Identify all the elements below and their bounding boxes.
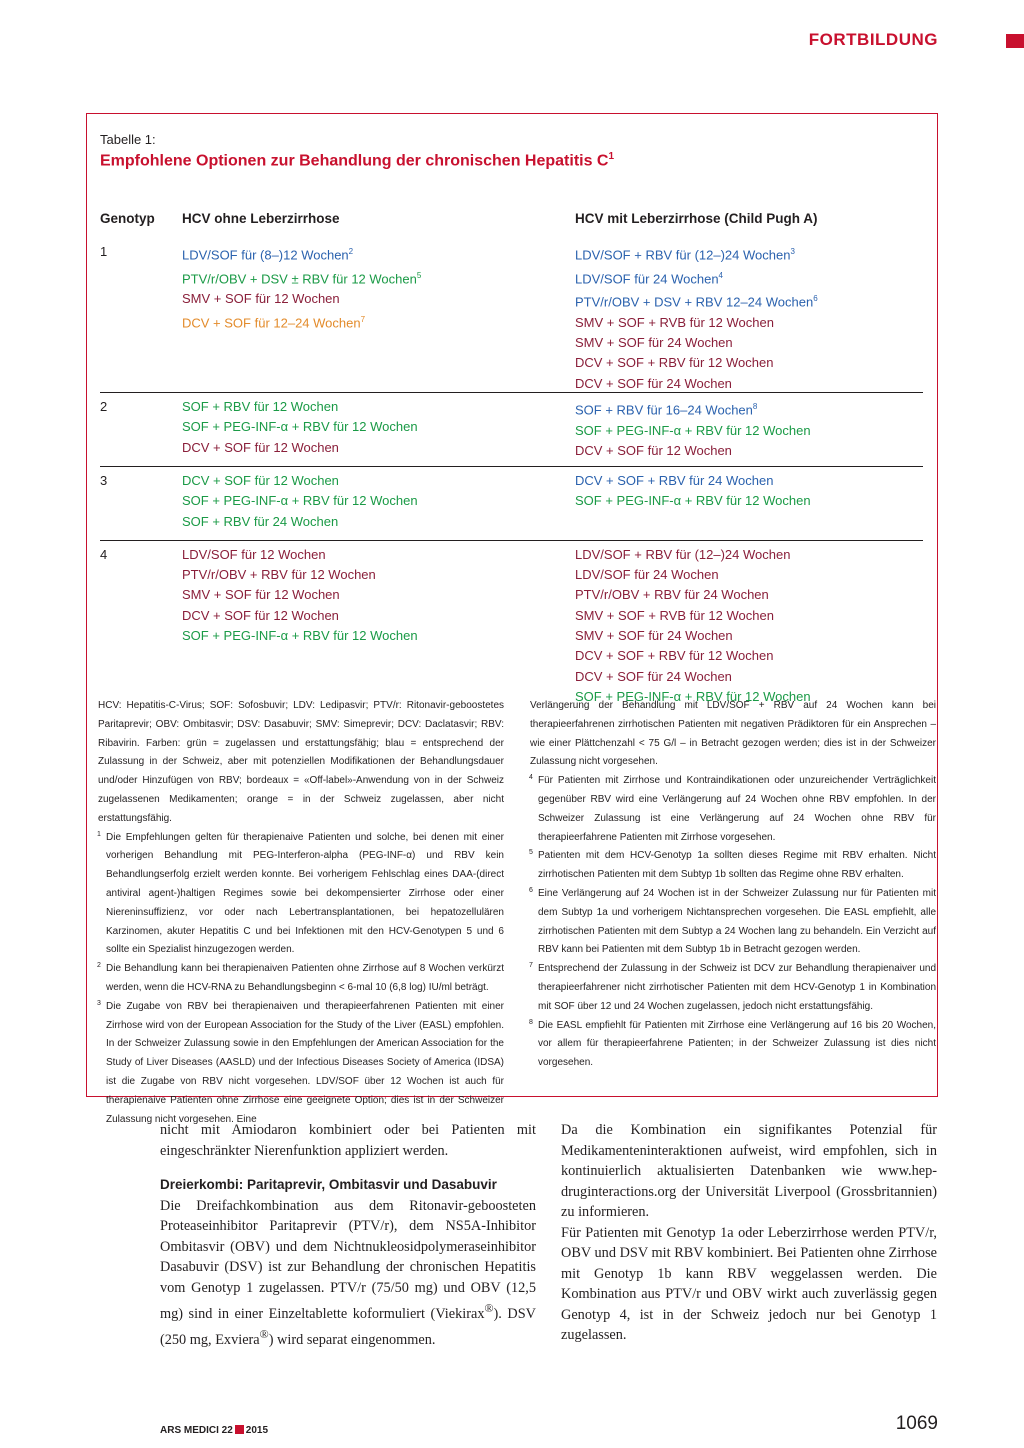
table-row (100, 238, 923, 393)
treatment-option: LDV/SOF + RBV für (12–)24 Wochen (575, 546, 791, 562)
section-title: FORTBILDUNG (808, 30, 938, 49)
body-column-left (160, 1120, 536, 1351)
footnote-continuation: Verlängerung der Behandlung mit LDV/SOF + RBV auf 24 Wochen kann bei therapieerfahrenen zirrhotischen Patienten mit negativen Prädiktoren für ein Ansprechen – wie einer Plättchenzahl < 75 G/l – in Betracht gezogen werden; dies ist in der Schweizer Zulassung nicht vorgesehen. (530, 700, 936, 768)
treatment-option: LDV/SOF + RBV für (12–)24 Wochen$^3$ (575, 247, 795, 263)
treatment-option: DCV + SOF für 12 Wochen (182, 607, 339, 623)
options-with-cirrhosis (575, 397, 811, 461)
treatment-option: DCV + SOF + RBV für 12 Wochen (575, 355, 774, 371)
treatment-option: SOF + RBV für 24 Wochen (182, 513, 339, 529)
treatment-option: SOF + RBV für 12 Wochen (182, 399, 339, 415)
table-label: Tabelle 1: (100, 132, 156, 147)
body-paragraph: Da die Kombination ein signifikantes Potenzial für Medikamenteninteraktionen aufweist, wird empfohlen, sich in kontinuierlich aktualisierten Datenbanken wie www.hep-druginteractions.org der Universität Liverpool (Grossbritannien) zu informieren. (561, 1122, 937, 1220)
treatment-option: SOF + PEG-INF-α + RBV für 12 Wochen (575, 422, 811, 438)
treatment-option: LDV/SOF für 12 Wochen (182, 546, 326, 562)
table-notes-left (98, 697, 504, 1129)
treatment-option: SMV + SOF für 12 Wochen (182, 291, 340, 307)
footnote: 5 Patienten mit dem HCV-Genotyp 1a sollten dieses Regime mit RBV erhalten. Nicht zirrhotischen Patienten mit dem Subtyp 1b sollten das Regime ohne RBV erhalten. (529, 849, 936, 881)
genotype-cell: 4 (100, 546, 108, 562)
treatment-option: SOF + PEG-INF-α + RBV für 12 Wochen (575, 688, 811, 704)
table-title: Empfohlene Optionen zur Behandlung der chronischen Hepatitis $C^1$ (100, 151, 615, 170)
body-column-right (561, 1120, 937, 1346)
section-marker (1006, 34, 1024, 48)
footer-journal: ARS MEDICI 22 2015 (160, 1425, 269, 1436)
options-without-cirrhosis (182, 397, 418, 458)
treatment-option: DCV + SOF für 12 Wochen (575, 443, 732, 459)
table-row (100, 393, 923, 467)
footnote: 4 Für Patienten mit Zirrhose und Kontraindikationen oder unzureichender Verträglichkeit gegenüber RBV wird eine Verlängerung auf 24 Wochen ohne RBV empfohlen. In der Schweizer Zulassung ist eine Verlängerung auf 24 Wochen ohne RBV für therapieerfahrene Patienten mit Zirrhose vorgesehen. (529, 774, 936, 843)
treatment-option: DCV + SOF für 24 Wochen (575, 668, 732, 684)
options-with-cirrhosis (575, 545, 811, 707)
treatment-option: PTV/r/OBV + RBV für 24 Wochen (575, 587, 769, 603)
options-with-cirrhosis (575, 242, 818, 394)
section-heading: Dreierkombi: Paritaprevir, Ombitasvir und Dasabuvir (160, 1177, 497, 1192)
footnote: 7 Entsprechend der Zulassung in der Schweiz ist DCV zur Behandlung therapienaiver und therapieerfahrener nicht zirrhotischer Patienten mit dem HCV-Genotyp 1 in Kombination mit SOF über 12 und 24 Wochen zugelassen, jedoch nicht erstattungsfähig. (529, 962, 936, 1012)
column-header-genotyp: Genotyp (100, 211, 155, 226)
treatment-option: DCV + SOF + RBV für 12 Wochen (575, 648, 774, 664)
options-without-cirrhosis (182, 471, 418, 532)
treatment-option: SOF + PEG-INF-α + RBV für 12 Wochen (182, 419, 418, 435)
treatment-option: LDV/SOF für (8–)12 Wochen$^2$ (182, 247, 354, 263)
options-with-cirrhosis (575, 471, 811, 512)
treatment-option: SMV + SOF für 24 Wochen (575, 335, 733, 351)
treatment-option: SOF + PEG-INF-α + RBV für 12 Wochen (182, 628, 418, 644)
treatment-option: DCV + SOF für 12–24 Wochen$^7$ (182, 314, 366, 330)
treatment-option: DCV + SOF für 12 Wochen (182, 472, 339, 488)
table-notes-right (530, 697, 936, 1073)
table-row (100, 467, 923, 541)
body-paragraph: Für Patienten mit Genotyp 1a oder Leberzirrhose werden PTV/r, OBV und DSV mit RBV kombiniert. Bei Patienten ohne Zirrhose mit Genotyp 1b kann RBV weggelassen werden. Die Kombination aus PTV/r und OBV wirkt auch zuverlässig gegen Genotyp 4, ist in der Schweiz jedoch nur bei Genotyp 1 zugelassen. (561, 1224, 937, 1343)
column-header-ohne-zirrhose: HCV ohne Leberzirrhose (182, 211, 340, 226)
treatment-option: SMV + SOF für 24 Wochen (575, 628, 733, 644)
footnote: 3 Die Zugabe von RBV bei therapienaiven und therapieerfahrenen Patienten mit einer Zirrhose wird von der European Association for the Study of the Liver (EASL) empfohlen. In der Schweizer Zulassung sowie in den Empfehlungen der American Association for the Study of Liver Diseases (AASLD) und der Infectious Diseases Society of America (IDSA) ist die Zugabe von RBV nicht vorgesehen. LDV/SOF über 12 Wochen ist auch für therapienaive Patienten ohne Zirrhose eine geeignete Option; dies ist in der Schweizer Zulassung nicht vorgesehen. Eine (97, 999, 504, 1125)
treatment-option: SOF + PEG-INF-α + RBV für 12 Wochen (182, 493, 418, 509)
treatment-option: LDV/SOF für 24 Wochen (575, 567, 719, 583)
body-paragraph: nicht mit Amiodaron kombiniert oder bei Patienten mit eingeschränkter Nierenfunktion appliziert werden. (160, 1122, 536, 1159)
footnote: 8 Die EASL empfiehlt für Patienten mit Zirrhose eine Verlängerung auf 16 bis 20 Wochen, vor allem für therapieerfahrene Patienten; in der Schweizer Zulassung ist dies nicht vorgesehen. (529, 1018, 936, 1069)
footnote: 6 Eine Verlängerung auf 24 Wochen ist in der Schweizer Zulassung nur für Patienten mit dem Subtyp 1a und vorherigem Nichtansprechen vorgesehen. Die EASL empfiehlt, alle zirrhotischen Patienten mit dem Subtyp a 24 Wochen lang zu behandeln. Ein Verzicht auf RBV kann bei Patienten mit dem Subtyp 1b in Betracht gezogen werden. (529, 886, 936, 956)
treatment-option: PTV/r/OBV + RBV für 12 Wochen (182, 567, 376, 583)
abbreviations-note: HCV: Hepatitis-C-Virus; SOF: Sofosbuvir; LDV: Ledipasvir; PTV/r: Ritonavir-geboostetes Paritaprevir; OBV: Ombitasvir; DSV: Dasabuvir; SMV: Simeprevir; DCV: Daclatasvir; RBV: Ribavirin. Farben: grün = zugelassen und erstattungsfähig; blau = entsprechend der Zulassung in der Schweiz, aber mit potenziellen Modifikationen der Behandlungsdauer und/oder Hinzufügen von RBV; bordeaux = «Off-label»-Anwendung von in der Schweiz zugelassenen Medikamenten; orange = in der Schweiz zugelassen, aber nicht erstattungsfähig. (98, 700, 504, 824)
genotype-cell: 1 (100, 244, 108, 259)
treatment-option: SOF + PEG-INF-α + RBV für 12 Wochen (575, 493, 811, 509)
treatment-option: DCV + SOF für 12 Wochen (182, 439, 339, 455)
treatment-option: SMV + SOF für 12 Wochen (182, 587, 340, 603)
table-body (100, 238, 923, 715)
footnote: 2 Die Behandlung kann bei therapienaiven Patienten ohne Zirrhose auf 8 Wochen verkürzt werden, wenn die HCV-RNA zu Behandlungsbeginn < 6-mal 10 (6,8 log) IU/ml beträgt. (97, 962, 504, 993)
options-without-cirrhosis (182, 545, 418, 646)
page-number: 1069 (895, 1413, 938, 1434)
options-without-cirrhosis (182, 242, 421, 333)
genotype-cell: 2 (100, 399, 108, 415)
treatment-option: SOF + RBV für 16–24 Wochen$^8$ (575, 402, 758, 418)
treatment-option: SMV + SOF + RVB für 12 Wochen (575, 607, 774, 623)
treatment-option: PTV/r/OBV + DSV + RBV 12–24 Wochen$^6$ (575, 294, 818, 310)
treatment-option: DCV + SOF + RBV für 24 Wochen (575, 472, 774, 488)
column-header-mit-zirrhose: HCV mit Leberzirrhose (Child Pugh A) (575, 211, 818, 226)
table-row (100, 541, 923, 715)
genotype-cell: 3 (100, 472, 108, 488)
treatment-option: DCV + SOF für 24 Wochen (575, 375, 732, 391)
body-paragraph: Die Dreifachkombination aus dem Ritonavir-geboosteten Proteaseinhibitor Paritaprevir (PTV/r), dem NS5A-Inhibitor Ombitasvir (OBV) und dem Nichtnukleosidpolymeraseinhibitor Dasabuvir (DSV) ist zur Behandlung der chronischen Hepatitis vom Genotyp 1 zugelassen. PTV/r (75/50 mg) und OBV (12,5 mg) sind in einer Einzeltablette koformuliert (Viekirax®). DSV (250 mg, Exviera®) wird separat eingenommen. (160, 1197, 536, 1349)
footer-marker (235, 1425, 244, 1434)
treatment-option: PTV/r/OBV + DSV ± RBV für 12 Wochen$^5$ (182, 270, 422, 286)
treatment-option: SMV + SOF + RVB für 12 Wochen (575, 314, 774, 330)
footnote: 1 Die Empfehlungen gelten für therapienaive Patienten und solche, bei denen mit einer vorherigen Behandlung mit PEG-Interferon-alpha (PEG-INF-α) und RBV kein Behandlungserfolg erzielt werden konnte. Bei vorherigem Fehlschlag eines DAA-(direct antiviral agent-)haltigen Regimes sowie bei dekompensierter Zirrhose oder einer Niereninsuffizienz, vor oder nach Lebertransplantationen, bei hepatozellulären Karzinomen, akuter Hepatitis C und bei Infektionen mit den HCV-Genotypen 5 und 6 sollte ein Spezialist hinzugezogen werden. (97, 830, 504, 956)
treatment-option: LDV/SOF für 24 Wochen$^4$ (575, 270, 723, 286)
